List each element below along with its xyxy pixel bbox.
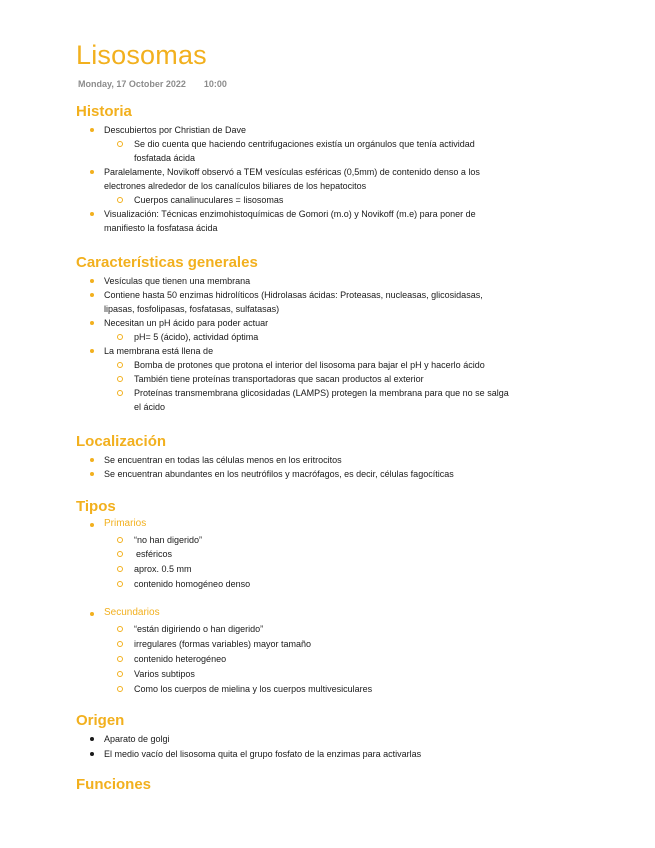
note-timestamp (78, 79, 227, 89)
list-item: Visualización: Técnicas enzimohistoquímicas de Gomori (m.o) y Novikoff (m.e) para poner de (104, 209, 476, 219)
bullet-icon (90, 293, 94, 297)
list-item: Se encuentran en todas las células menos en los eritrocitos (104, 455, 342, 465)
list-item: Vesículas que tienen una membrana (104, 276, 251, 286)
list-item: Se encuentran abundantes en los neutrófilos y macrófagos, es decir, células fagocíticas (104, 469, 454, 479)
heading-tipos: Tipos (76, 498, 116, 515)
circle-bullet-icon (117, 376, 123, 382)
list-item-continued: fosfatada ácida (134, 153, 196, 163)
bullet-icon (90, 472, 94, 476)
circle-bullet-icon (117, 626, 123, 632)
list-item: irregulares (formas variables) mayor tamaño (134, 639, 312, 649)
list-item-continued: manifiesto la fosfatasa ácida (104, 223, 218, 233)
heading-localizacion: Localización (76, 433, 167, 450)
subheading-secundarios: Secundarios (104, 607, 160, 618)
circle-bullet-icon (117, 197, 123, 203)
list-item: El medio vacío del lisosoma quita el grupo fosfato de la enzimas para activarlas (104, 749, 422, 759)
circle-bullet-icon (117, 581, 123, 587)
circle-bullet-icon (117, 334, 123, 340)
bullet-icon (90, 128, 94, 132)
circle-bullet-icon (117, 537, 123, 543)
list-item-continued: el ácido (134, 402, 166, 412)
bullet-icon (90, 612, 94, 616)
list-item: Cuerpos canalinuculares = lisosomas (134, 195, 284, 205)
list-item: pH= 5 (ácido), actividad óptima (134, 332, 259, 342)
list-item: “están digiriendo o han digerido” (134, 624, 264, 634)
page-title: Lisosomas (76, 40, 207, 70)
bullet-icon (90, 523, 94, 527)
list-item: También tiene proteínas transportadoras que sacan productos al exterior (134, 374, 424, 384)
circle-bullet-icon (117, 551, 123, 557)
list-item: Contiene hasta 50 enzimas hidrolíticos (Hidrolasas ácidas: Proteasas, nucleasas, glicosidasas, (104, 290, 483, 300)
heading-origen: Origen (76, 712, 125, 729)
list-item: Paralelamente, Novikoff observó a TEM vesículas esféricas (0,5mm) de contenido denso a los (104, 167, 480, 177)
heading-funciones: Funciones (76, 776, 152, 793)
bullet-icon (90, 349, 94, 353)
bullet-icon (90, 321, 94, 325)
list-item: La membrana está llena de (104, 346, 214, 356)
list-item: “no han digerido” (134, 535, 203, 545)
bullet-icon (90, 458, 94, 462)
bullet-icon (90, 279, 94, 283)
list-item-continued: electrones alrededor de los canalículos biliares de los hepatocitos (104, 181, 367, 191)
list-item: Proteínas transmembrana glicosidadas (LAMPS) protegen la membrana para que no se salga (134, 388, 509, 398)
circle-bullet-icon (117, 390, 123, 396)
list-item: Descubiertos por Christian de Dave (104, 125, 247, 135)
list-item-continued: lipasas, fosfolipasas, fosfatasas, sulfatasas) (104, 304, 280, 314)
circle-bullet-icon (117, 641, 123, 647)
list-item: Varios subtipos (134, 669, 195, 679)
list-item: Necesitan un pH ácido para poder actuar (104, 318, 269, 328)
list-item: esféricos (136, 549, 173, 559)
list-item: Bomba de protones que protona el interior del lisosoma para bajar el pH y hacerlo ácido (134, 360, 485, 370)
note-time: 10:00 (203, 79, 227, 89)
list-item: Como los cuerpos de mielina y los cuerpos multivesiculares (134, 684, 373, 694)
circle-bullet-icon (117, 566, 123, 572)
list-item: Se dio cuenta que haciendo centrifugaciones existía un orgánulos que tenía actividad (134, 139, 475, 149)
list-item: contenido heterogéneo (134, 654, 227, 664)
circle-bullet-icon (117, 671, 123, 677)
list-item: Aparato de golgi (104, 734, 170, 744)
list-item: contenido homogéneo denso (134, 579, 251, 589)
circle-bullet-icon (117, 686, 123, 692)
note-date: Monday, 17 October 2022 (78, 79, 186, 89)
bullet-icon (90, 737, 94, 741)
subheading-primarios: Primarios (104, 518, 147, 529)
circle-bullet-icon (117, 141, 123, 147)
heading-caracteristicas: Características generales (76, 254, 258, 271)
bullet-icon (90, 212, 94, 216)
circle-bullet-icon (117, 362, 123, 368)
heading-historia: Historia (76, 103, 132, 120)
list-item: aprox. 0.5 mm (134, 564, 192, 574)
bullet-icon (90, 752, 94, 756)
circle-bullet-icon (117, 656, 123, 662)
bullet-icon (90, 170, 94, 174)
